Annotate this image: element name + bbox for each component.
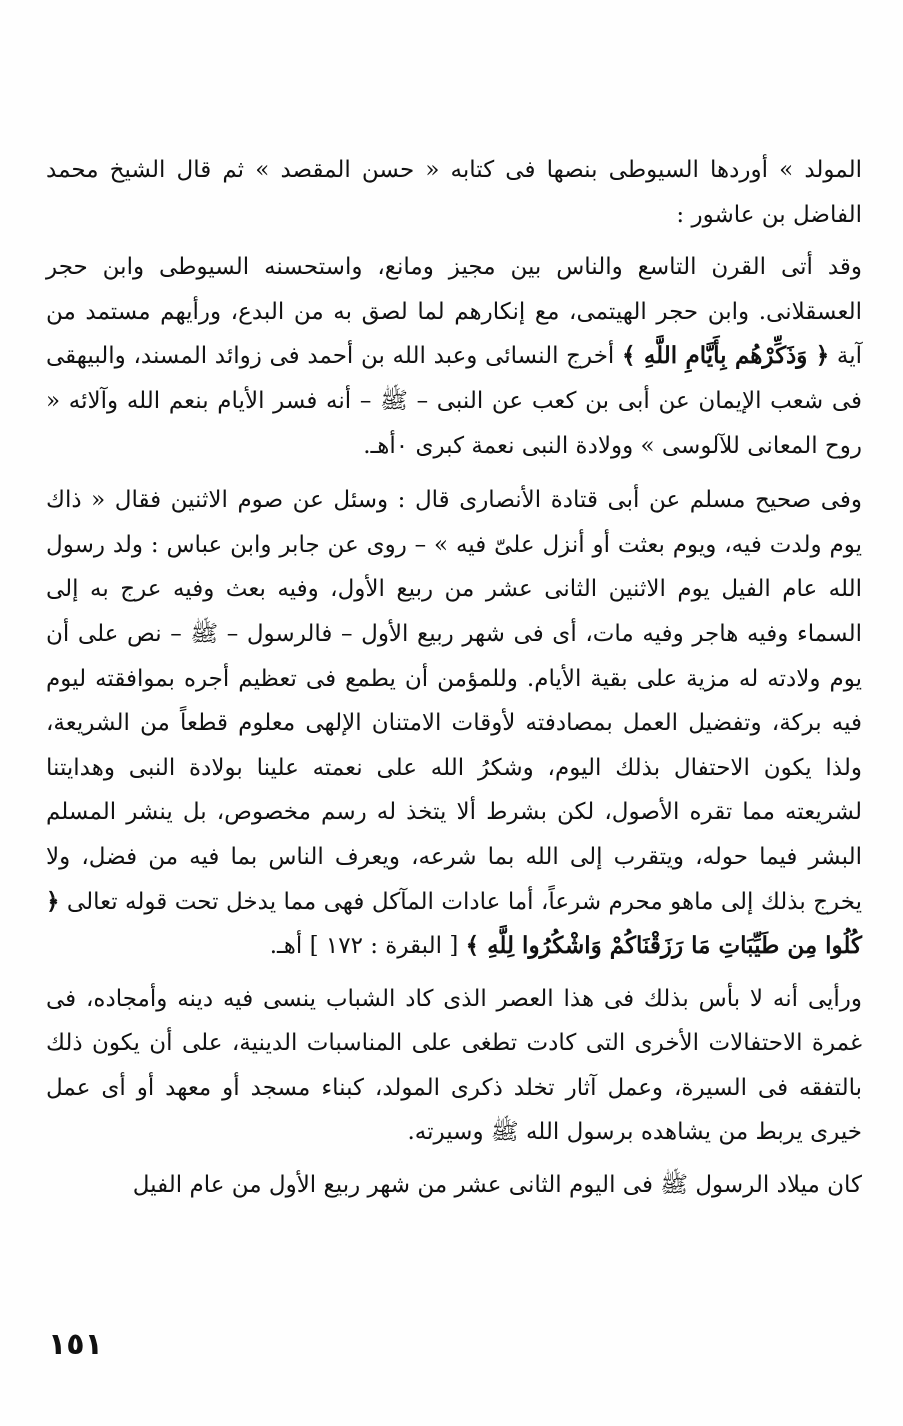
text-span: [ البقرة : ١٧٢ ] أهـ. [269, 933, 466, 960]
text-span: وفى صحيح مسلم عن أبى قتادة الأنصارى قال : وسئل عن صوم الاثنين فقال « ذاك يوم ولدت فيه، ويوم بعثت أو أنزل علىّ فيه » – روى عن جابر وابن عباس : ولد رسول الله عام الفيل يوم الاثنين الثانى عشر من ربيع الأول، وفيه بعث وفيه عرج به إلى السماء وفيه هاجر وفيه مات، أى فى شهر ربيع الأول – فالرسول – ﷺ – نص على أن يوم ولادته له مزية على بقية الأيام. وللمؤمن أن يطمع فى تعظيم أجره بموافقته ليوم فيه بركة، وتفضيل العمل بمصادفته لأوقات الامتنان الإلهى معلوم قطعاً من الشريعة، ولذا يكون الاحتفال بذلك اليوم، وشكرُ الله على نعمته علينا بولادة النبى وهدايتنا لشريعته مما تقره الأصول، لكن بشرط ألا يتخذ له رسم مخصوص، بل ينشر المسلم البشر فيما حوله، ويتقرب إلى الله بما شرعه، ويعرف الناس بما فيه من فضل، ولا يخرج بذلك إلى ماهو محرم شرعاً، أما عادات المآكل فهى مما يدخل تحت قوله تعالى [46, 487, 862, 915]
text-span: ورأيى أنه لا بأس بذلك فى هذا العصر الذى كاد الشباب ينسى فيه دينه وأمجاده، فى غمرة الاحتفالات الأخرى التى كادت تطغى على المناسبات الدينية، على أن يكون ذلك بالتفقه فى السيرة، وعمل آثار تخلد ذكرى المولد، كبناء مسجد أو معهد أو أى عمل خيرى يربط من يشاهده برسول الله ﷺ وسيرته. [46, 985, 862, 1146]
page-number: ١٥١ [48, 1327, 103, 1362]
paragraph-4 [46, 977, 862, 1155]
text-span: وقد أتى القرن التاسع والناس بين مجيز ومانع، واستحسنه السيوطى وابن حجر العسقلانى. وابن حجر الهيتمى، مع إنكارهم لما لصق به من البدع، ورأيهم مستمد من آية [46, 254, 863, 370]
paragraph-5 [46, 1163, 862, 1208]
paragraph-3 [46, 478, 862, 969]
body-text [46, 148, 862, 1208]
paragraph-1 [46, 148, 862, 237]
text-span: أخرج النسائى وعبد الله بن أحمد فى زوائد المسند، والبيهقى فى شعب الإيمان عن أبى بن كعب عن النبى – ﷺ – أنه فسر الأيام بنعم الله وآلائه « روح المعانى للآلوسى » وولادة النبى نعمة كبرى ٠أهـ. [46, 343, 862, 459]
text-span: كان ميلاد الرسول ﷺ فى اليوم الثانى عشر من شهر ربيع الأول من عام الفيل [132, 1172, 862, 1199]
quran-verse: ﴿ وَذَكِّرْهُم بِأَيَّامِ اللَّهِ ﴾ [621, 342, 830, 370]
text-span: المولد » أوردها السيوطى بنصها فى كتابه « حسن المقصد » ثم قال الشيخ محمد الفاضل بن عاشور : [46, 157, 862, 228]
quran-verse: ﴿ كُلُوا مِن طَيِّبَاتِ مَا رَزَقْنَاكُمْ وَاشْكُرُوا لِلَّهِ ﴾ [46, 887, 862, 960]
paragraph-2 [46, 245, 862, 468]
